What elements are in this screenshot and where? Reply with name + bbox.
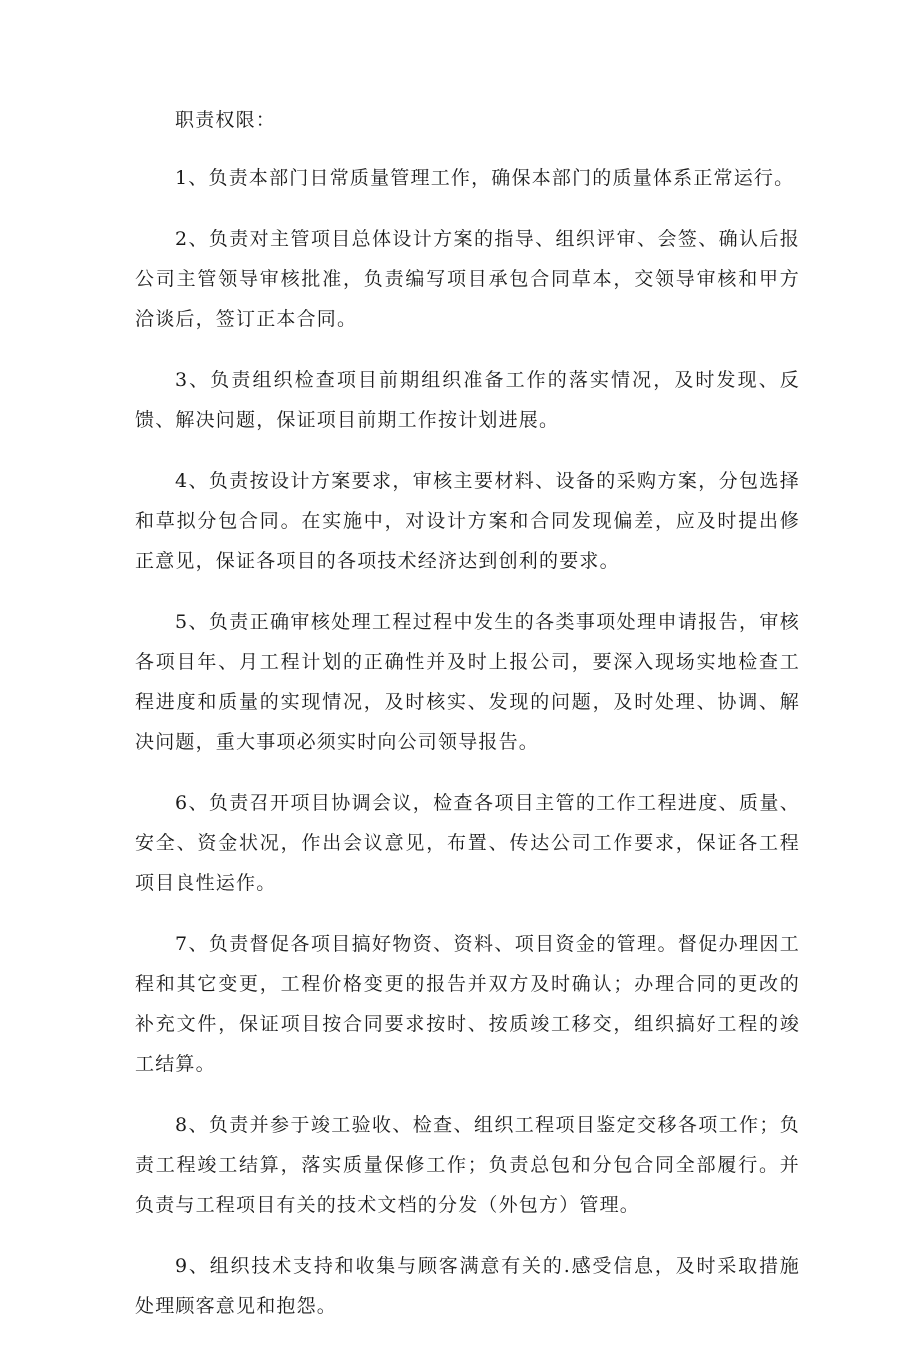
paragraph-item-1: 1、负责本部门日常质量管理工作，确保本部门的质量体系正常运行。 <box>175 167 795 189</box>
document-body <box>135 100 800 1347</box>
paragraph-item-8: 8、负责并参于竣工验收、检查、组织工程项目鉴定交移各项工作；负责工程竣工结算，落实质量保修工作；负责总包和分包合同全部履行。并负责与工程项目有关的技术文档的分发（外包方）管理。 <box>135 1114 800 1216</box>
paragraph-item-3: 3、负责组织检查项目前期组织准备工作的落实情况，及时发现、反馈、解决问题，保证项目前期工作按计划进展。 <box>135 369 800 431</box>
paragraph-item-5: 5、负责正确审核处理工程过程中发生的各类事项处理申请报告，审核各项目年、月工程计划的正确性并及时上报公司，要深入现场实地检查工程进度和质量的实现情况，及时核实、发现的问题，及时处理、协调、解决问题，重大事项必须实时向公司领导报告。 <box>135 611 800 753</box>
paragraph-item-6: 6、负责召开项目协调会议，检查各项目主管的工作工程进度、质量、安全、资金状况，作出会议意见，布置、传达公司工作要求，保证各工程项目良性运作。 <box>135 792 800 894</box>
section-heading: 职责权限： <box>175 109 277 131</box>
paragraph-item-4: 4、负责按设计方案要求，审核主要材料、设备的采购方案，分包选择和草拟分包合同。在实施中，对设计方案和合同发现偏差，应及时提出修正意见，保证各项目的各项技术经济达到创利的要求。 <box>135 470 800 572</box>
paragraph-item-9: 9、组织技术支持和收集与顾客满意有关的.感受信息，及时采取措施处理顾客意见和抱怨。 <box>135 1255 800 1317</box>
paragraph-item-7: 7、负责督促各项目搞好物资、资料、项目资金的管理。督促办理因工程和其它变更，工程价格变更的报告并双方及时确认；办理合同的更改的补充文件，保证项目按合同要求按时、按质竣工移交，组织搞好工程的竣工结算。 <box>135 933 800 1075</box>
paragraph-item-2: 2、负责对主管项目总体设计方案的指导、组织评审、会签、确认后报公司主管领导审核批准，负责编写项目承包合同草本，交领导审核和甲方洽谈后，签订正本合同。 <box>135 228 800 330</box>
